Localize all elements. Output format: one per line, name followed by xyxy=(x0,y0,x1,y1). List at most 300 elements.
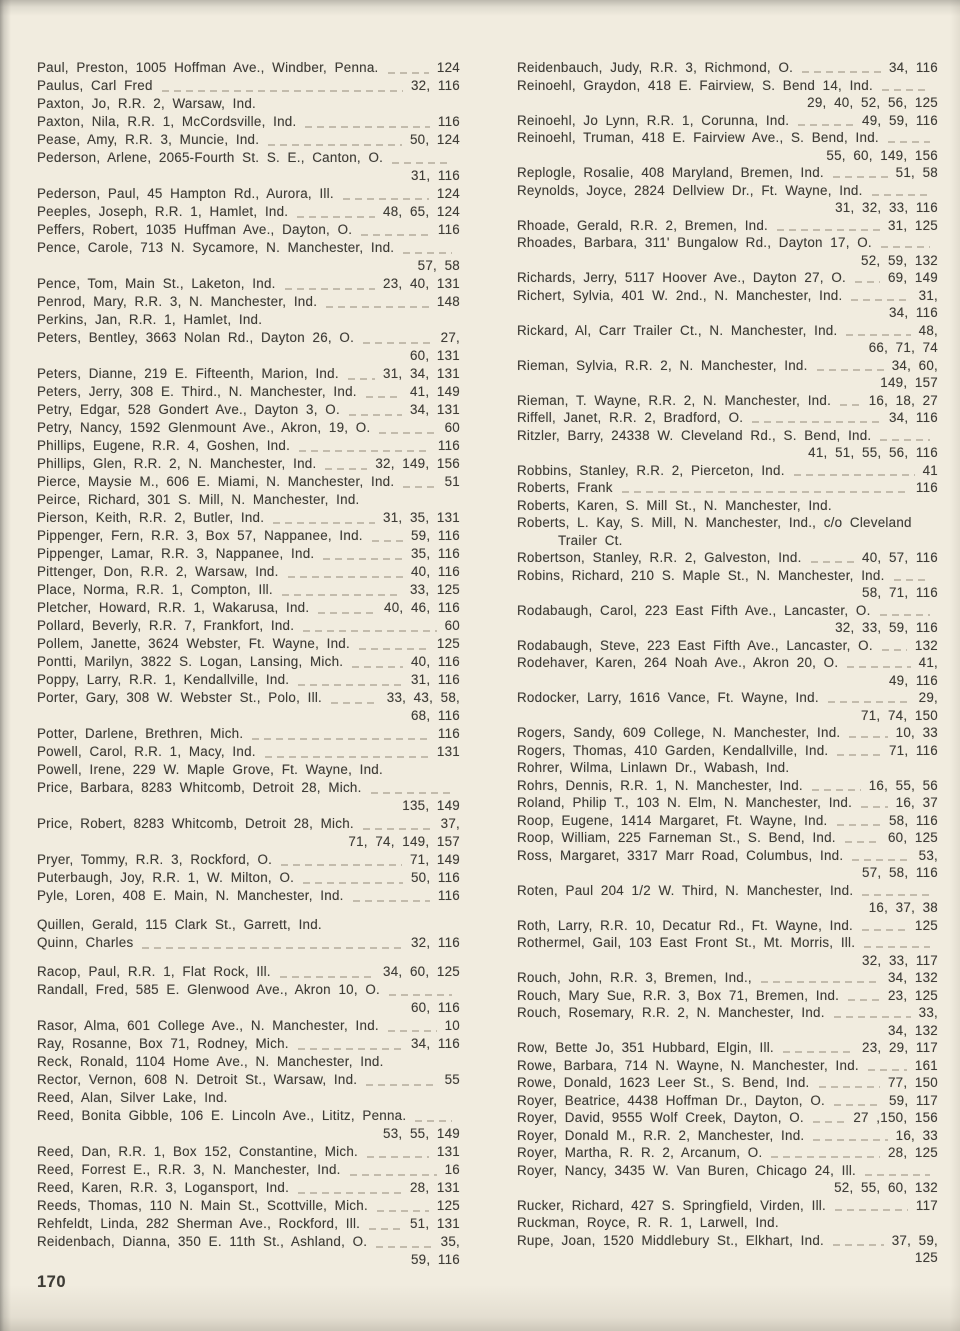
directory-line xyxy=(37,600,460,618)
entry-pages: 48, 65, 124 xyxy=(383,204,460,219)
directory-line xyxy=(37,964,460,982)
entry-pages: 41, xyxy=(918,655,938,670)
entry-text: Petry, Nancy, 1592 Glenmount Ave., Akron, 19, O. xyxy=(37,420,371,435)
directory-line xyxy=(517,883,938,901)
directory-line xyxy=(37,1180,460,1198)
dash-leader xyxy=(894,579,930,581)
entry-text: Robbins, Stanley, R.R. 2, Pierceton, Ind. xyxy=(517,462,785,478)
entry-pages: 124 xyxy=(436,186,460,201)
directory-line xyxy=(37,312,460,330)
entry-text: Trailer Ct. xyxy=(558,532,623,548)
entry-pages: 149, 157 xyxy=(880,375,938,390)
dash-leader xyxy=(848,999,880,1001)
dash-leader xyxy=(298,1192,402,1194)
dash-leader xyxy=(162,90,403,92)
directory-line xyxy=(37,834,460,852)
entry-pages: 116 xyxy=(915,480,938,495)
entry-text: Rhoades, Barbara, 311' Bungalow Rd., Dayton 17, O. xyxy=(517,235,872,250)
entry-pages: 116 xyxy=(437,222,460,237)
directory-line xyxy=(517,1250,938,1268)
dash-leader xyxy=(348,378,375,380)
directory-line xyxy=(517,568,938,586)
entry-text: Peirce, Richard, 301 S. Mill, N. Manchester, Ind. xyxy=(37,492,360,507)
directory-line xyxy=(37,456,460,474)
dash-leader xyxy=(846,334,910,336)
dash-leader xyxy=(299,450,430,452)
entry-pages: 37, xyxy=(440,816,460,831)
dash-leader xyxy=(369,1228,402,1230)
dash-leader xyxy=(865,1174,930,1176)
entry-text: Penrod, Mary, R.R. 3, N. Manchester, Ind. xyxy=(37,294,318,309)
directory-line xyxy=(37,60,460,78)
dash-leader xyxy=(798,124,854,126)
directory-line xyxy=(517,183,938,201)
entry-text: Rupe, Joan, 1520 Middlebury St., Elkhart, Ind. xyxy=(517,1232,825,1248)
entry-pages: 16, 18, 27 xyxy=(868,392,938,408)
dash-leader xyxy=(415,1120,452,1122)
directory-line xyxy=(517,1198,938,1216)
entry-pages: 23, 40, 131 xyxy=(383,276,460,291)
dash-leader xyxy=(389,994,452,996)
entry-pages: 28, 125 xyxy=(887,1145,938,1160)
directory-line xyxy=(37,708,460,726)
dash-leader xyxy=(305,126,429,128)
directory-line xyxy=(517,375,938,393)
entry-text: Ross, Margaret, 3317 Marr Road, Columbus, Ind. xyxy=(517,847,844,863)
directory-line xyxy=(37,132,460,150)
entry-text: Pollem, Janette, 3624 Webster, Ft. Wayne, Ind. xyxy=(37,636,350,651)
dash-leader xyxy=(318,612,376,614)
dash-leader xyxy=(880,614,930,616)
entry-pages: 57, 58 xyxy=(417,258,460,273)
directory-line xyxy=(37,366,460,384)
entry-text: Rowe, Donald, 1623 Leer St., S. Bend, Ind. xyxy=(517,1075,810,1090)
dash-leader xyxy=(872,194,930,196)
dash-leader xyxy=(881,246,930,248)
entry-text: Peffers, Robert, 1035 Huffman Ave., Dayton, O. xyxy=(37,222,353,237)
entry-pages: 32, 116 xyxy=(410,935,460,950)
dash-leader xyxy=(376,1246,432,1248)
directory-line xyxy=(517,918,938,936)
entry-text: Pence, Tom, Main St., Laketon, Ind. xyxy=(37,276,276,291)
entry-text: Peters, Bentley, 3663 Nolan Rd., Dayton 26, O. xyxy=(37,330,355,345)
dash-leader xyxy=(367,1156,429,1158)
directory-line xyxy=(37,618,460,636)
entry-pages: 58, 71, 116 xyxy=(862,585,938,600)
directory-line xyxy=(37,204,460,222)
directory-line xyxy=(37,888,460,906)
entry-pages: 34, 131 xyxy=(409,402,460,417)
directory-line xyxy=(37,654,460,672)
entry-pages: 60, 125 xyxy=(887,830,938,845)
dash-leader xyxy=(363,828,433,830)
entry-text: Paulus, Carl Fred xyxy=(37,78,153,93)
directory-line xyxy=(37,1036,460,1054)
entry-text: Place, Norma, R.R. 1, Compton, Ill. xyxy=(37,582,273,597)
dash-leader xyxy=(845,841,880,843)
directory-line xyxy=(37,438,460,456)
entry-text: Roop, Eugene, 1414 Margaret, Ft. Wayne, Ind. xyxy=(517,812,828,828)
entry-pages: 53, 55, 149 xyxy=(383,1126,460,1141)
entry-pages: 34, 132 xyxy=(887,970,938,985)
dash-leader xyxy=(268,144,402,146)
entry-pages: 27, xyxy=(440,330,460,345)
entry-pages: 40, 116 xyxy=(410,564,460,579)
entry-text: Potter, Darlene, Brethren, Mich. xyxy=(37,726,244,741)
entry-pages: 16, 33 xyxy=(895,1127,938,1143)
directory-line xyxy=(37,402,460,420)
dash-leader xyxy=(372,540,403,542)
entry-text: Royer, Beatrice, 4438 Hoffman Dr., Dayton, O. xyxy=(517,1092,825,1108)
directory-line xyxy=(517,760,938,778)
dash-leader xyxy=(366,396,402,398)
entry-pages: 27 ,150, 156 xyxy=(853,1110,938,1125)
entry-text: Reed, Dan, R.R. 1, Box 152, Constantine, Mich. xyxy=(37,1144,359,1159)
entry-text: Roop, William, 225 Farneman St., S. Bend, Ind. xyxy=(517,830,836,845)
directory-line xyxy=(37,384,460,402)
entry-pages: 59, 116 xyxy=(410,1252,460,1267)
directory-line xyxy=(517,480,938,498)
dash-leader xyxy=(298,684,403,686)
directory-line xyxy=(517,1058,938,1076)
entry-text: Royer, David, 9555 Wolf Creek, Dayton, O. xyxy=(517,1110,804,1125)
entry-text: Richert, Sylvia, 401 W. 2nd., N. Manchester, Ind. xyxy=(517,287,843,303)
directory-line xyxy=(517,200,938,218)
entry-text: Roth, Larry, R.R. 10, Decatur Rd., Ft. Wayne, Ind. xyxy=(517,917,853,933)
dash-leader xyxy=(783,1051,854,1053)
entry-pages: 148 xyxy=(436,294,460,309)
entry-text: Paul, Preston, 1005 Hoffman Ave., Windber, Penna. xyxy=(37,60,379,75)
directory-line xyxy=(517,463,938,481)
entry-pages: 23, 125 xyxy=(887,987,938,1003)
directory-line xyxy=(37,762,460,780)
dash-leader xyxy=(849,736,887,738)
directory-line xyxy=(37,798,460,816)
entry-pages: 116 xyxy=(437,888,460,903)
entry-pages: 57, 58, 116 xyxy=(862,865,938,880)
entry-pages: 28, 131 xyxy=(409,1180,460,1195)
entry-text: Reidenbach, Dianna, 350 E. 11th St., Ashland, O. xyxy=(37,1234,368,1249)
directory-line xyxy=(517,935,938,953)
entry-text: Robins, Richard, 210 S. Maple St., N. Manchester, Ind. xyxy=(517,567,885,583)
entry-text: Paxton, Jo, R.R. 2, Warsaw, Ind. xyxy=(37,96,256,111)
entry-text: Rieman, T. Wayne, R.R. 2, N. Manchester, Ind. xyxy=(517,392,832,408)
directory-line xyxy=(517,1163,938,1181)
dash-leader xyxy=(363,342,433,344)
dash-leader xyxy=(281,864,402,866)
directory-line xyxy=(37,1198,460,1216)
entry-text: Rouch, Rosemary, R.R. 2, N. Manchester, Ind. xyxy=(517,1005,825,1020)
entry-pages: 66, 71, 74 xyxy=(868,340,938,355)
dash-leader xyxy=(834,1104,881,1106)
entry-text: Ray, Rosanne, Box 71, Rodney, Mich. xyxy=(37,1036,289,1051)
dash-leader xyxy=(851,299,910,301)
entry-text: Rehfeldt, Linda, 282 Sherman Ave., Rockford, Ill. xyxy=(37,1216,361,1231)
dash-leader xyxy=(861,806,888,808)
directory-line xyxy=(517,988,938,1006)
entry-pages: 34, 60, xyxy=(891,357,938,373)
entry-pages: 41 xyxy=(922,462,938,478)
entry-pages: 16, 55, 56 xyxy=(868,777,938,793)
dash-leader xyxy=(297,216,375,218)
directory-line xyxy=(517,1215,938,1233)
directory-line xyxy=(37,1216,460,1234)
entry-text: Petry, Edgar, 528 Gondert Ave., Dayton 3, O. xyxy=(37,402,340,417)
dash-leader xyxy=(359,648,429,650)
dash-leader xyxy=(833,176,888,178)
entry-pages: 125 xyxy=(914,1250,938,1265)
directory-line xyxy=(517,1233,938,1251)
entry-text: Paxton, Nila, R.R. 1, McCordsville, Ind. xyxy=(37,114,297,129)
entry-pages: 50, 116 xyxy=(410,870,460,885)
directory-line xyxy=(517,78,938,96)
directory-line xyxy=(37,564,460,582)
entry-pages: 35, xyxy=(440,1234,460,1249)
dash-leader xyxy=(852,859,910,861)
entry-pages: 125 xyxy=(436,636,460,651)
directory-line xyxy=(37,528,460,546)
entry-pages: 52, 55, 60, 132 xyxy=(834,1180,938,1195)
directory-line xyxy=(517,358,938,376)
entry-pages: 34, 132 xyxy=(887,1022,938,1038)
directory-line xyxy=(517,743,938,761)
directory-line xyxy=(37,1018,460,1036)
dash-leader xyxy=(352,666,403,668)
directory-line xyxy=(517,235,938,253)
entry-text: Pittenger, Don, R.R. 2, Warsaw, Ind. xyxy=(37,564,279,579)
entry-text: Quinn, Charles xyxy=(37,935,134,950)
entry-pages: 55, 60, 149, 156 xyxy=(826,147,938,163)
directory-line xyxy=(517,953,938,971)
entry-text: Pierce, Maysie M., 606 E. Miami, N. Manchester, Ind. xyxy=(37,474,395,489)
directory-line xyxy=(37,150,460,168)
dash-leader xyxy=(828,701,911,703)
directory-line xyxy=(37,510,460,528)
directory-line xyxy=(37,636,460,654)
entry-text: Rasor, Alma, 601 College Ave., N. Manchester, Ind. xyxy=(37,1018,379,1033)
dash-leader xyxy=(288,576,403,578)
dash-leader xyxy=(855,281,880,283)
entry-pages: 161 xyxy=(914,1057,938,1073)
dash-leader xyxy=(388,1030,437,1032)
dash-leader xyxy=(282,594,402,596)
entry-pages: 10, 33 xyxy=(895,725,938,740)
directory-line xyxy=(517,95,938,113)
dash-leader xyxy=(802,71,881,73)
directory-line xyxy=(517,638,938,656)
entry-pages: 71, 74, 150 xyxy=(861,707,938,723)
entry-pages: 29, xyxy=(918,690,938,705)
entry-pages: 33, 43, 58, xyxy=(386,690,460,705)
directory-line xyxy=(517,848,938,866)
directory-line xyxy=(517,498,938,516)
entry-text: Rieman, Sylvia, R.R. 2, N. Manchester, Ind. xyxy=(517,357,808,373)
directory-line xyxy=(517,1128,938,1146)
entry-pages: 60, 131 xyxy=(409,348,460,363)
directory-line xyxy=(517,655,938,673)
dash-leader xyxy=(325,468,367,470)
entry-text: Pippenger, Lamar, R.R. 3, Nappanee, Ind. xyxy=(37,546,315,561)
entry-pages: 40, 116 xyxy=(410,654,460,669)
entry-pages: 48, xyxy=(918,322,938,338)
entry-pages: 31, 116 xyxy=(410,168,460,183)
entry-text: Peeples, Joseph, R.R. 1, Hamlet, Ind. xyxy=(37,204,289,219)
entry-text: Rowe, Barbara, 714 N. Wayne, N. Manchester, Ind. xyxy=(517,1057,859,1073)
entry-text: Quillen, Gerald, 115 Clark St., Garrett, Ind. xyxy=(37,917,322,932)
entry-pages: 31, 32, 33, 116 xyxy=(835,200,938,215)
dash-leader xyxy=(252,738,430,740)
directory-line xyxy=(517,1023,938,1041)
dash-leader xyxy=(392,162,452,164)
dash-leader xyxy=(837,754,881,756)
entry-pages: 34, 116 xyxy=(888,410,938,425)
directory-line xyxy=(37,1054,460,1072)
directory-line xyxy=(517,218,938,236)
directory-line xyxy=(517,1110,938,1128)
entry-text: Pryer, Tommy, R.R. 3, Rockford, O. xyxy=(37,852,273,867)
entry-text: Riffell, Janet, R.R. 2, Bradford, O. xyxy=(517,410,744,425)
entry-text: Rohrer, Wilma, Linlawn Dr., Wabash, Ind. xyxy=(517,760,790,775)
entry-pages: 49, 59, 116 xyxy=(862,112,938,128)
directory-line xyxy=(517,970,938,988)
dash-leader xyxy=(265,756,429,758)
dash-leader xyxy=(864,946,930,948)
entry-pages: 50, 124 xyxy=(409,132,460,147)
directory-line xyxy=(37,240,460,258)
directory-line xyxy=(37,348,460,366)
directory-line xyxy=(37,474,460,492)
dash-leader xyxy=(361,234,430,236)
entry-pages: 131 xyxy=(436,744,460,759)
entry-text: Roberts, Frank xyxy=(517,480,613,495)
directory-line xyxy=(517,1180,938,1198)
directory-line xyxy=(37,870,460,888)
directory-line xyxy=(37,690,460,708)
entry-pages: 58, 116 xyxy=(888,812,938,828)
entry-pages: 32, 149, 156 xyxy=(375,456,460,471)
entry-text: Puterbaugh, Joy, R.R. 1, W. Milton, O. xyxy=(37,870,295,885)
dash-leader xyxy=(771,1156,880,1158)
directory-line xyxy=(37,852,460,870)
entry-text: Peters, Dianne, 219 E. Fifteenth, Marion, Ind. xyxy=(37,366,339,381)
dash-leader xyxy=(379,432,436,434)
entry-text: Poppy, Larry, R.R. 1, Kendallville, Ind. xyxy=(37,672,290,687)
entry-pages: 32, 33, 117 xyxy=(862,952,938,968)
directory-line xyxy=(517,795,938,813)
directory-line xyxy=(37,1090,460,1108)
directory-line xyxy=(517,148,938,166)
directory-line xyxy=(517,270,938,288)
dash-leader xyxy=(353,900,430,902)
entry-pages: 125 xyxy=(436,1198,460,1213)
entry-text: Rogers, Thomas, 410 Garden, Kendallville, Ind. xyxy=(517,742,829,758)
entry-pages: 71, 149 xyxy=(409,852,460,867)
dash-leader xyxy=(880,439,930,441)
entry-pages: 124 xyxy=(436,60,460,75)
entry-pages: 29, 40, 52, 56, 125 xyxy=(807,95,938,110)
directory-line xyxy=(37,96,460,114)
directory-line xyxy=(37,672,460,690)
directory-line xyxy=(517,340,938,358)
entry-text: Phillips, Eugene, R.R. 4, Goshen, Ind. xyxy=(37,438,291,453)
directory-line xyxy=(517,165,938,183)
directory-line xyxy=(517,445,938,463)
entry-text: Rucker, Richard, 427 S. Springfield, Virden, Ill. xyxy=(517,1197,826,1213)
directory-content xyxy=(37,60,938,1270)
entry-text: Roland, Philip T., 103 N. Elm, N. Manchester, Ind. xyxy=(517,795,853,810)
entry-pages: 34, 116 xyxy=(410,1036,460,1051)
dash-leader xyxy=(811,561,854,563)
dash-leader xyxy=(366,1084,436,1086)
entry-text: Phillips, Glen, R.R. 2, N. Manchester, Ind. xyxy=(37,456,317,471)
dash-leader xyxy=(343,198,429,200)
entry-pages: 71, 116 xyxy=(888,742,938,758)
entry-text: Reed, Karen, R.R. 3, Logansport, Ind. xyxy=(37,1180,290,1195)
directory-line xyxy=(37,1000,460,1018)
entry-pages: 49, 116 xyxy=(888,672,938,688)
directory-line xyxy=(37,294,460,312)
dash-leader xyxy=(847,666,910,668)
entry-text: Rhoade, Gerald, R.R. 2, Bremen, Ind. xyxy=(517,217,769,233)
directory-column-left xyxy=(37,60,460,1270)
entry-pages: 116 xyxy=(437,726,460,741)
entry-text: Ritzler, Barry, 24338 W. Cleveland Rd., S. Bend, Ind. xyxy=(517,427,872,443)
directory-line xyxy=(37,1252,460,1270)
entry-pages: 31, 35, 131 xyxy=(383,510,460,525)
dash-leader xyxy=(862,894,930,896)
directory-line xyxy=(37,816,460,834)
directory-line xyxy=(37,186,460,204)
directory-line xyxy=(517,130,938,148)
directory-line xyxy=(37,744,460,762)
entry-text: Rothermel, Gail, 103 East Front St., Mt. Morris, Ill. xyxy=(517,935,856,950)
dash-leader xyxy=(326,306,429,308)
entry-text: Reinoehl, Truman, 418 E. Fairview Ave., S. Bend, Ind. xyxy=(517,130,879,145)
entry-pages: 10 xyxy=(444,1018,460,1033)
directory-line xyxy=(37,582,460,600)
entry-text: Reidenbauch, Judy, R.R. 3, Richmond, O. xyxy=(517,60,794,75)
entry-pages: 34, 116 xyxy=(888,305,938,320)
entry-text: Reeds, Thomas, 110 N. Main St., Scottville, Mich. xyxy=(37,1198,368,1213)
dash-leader xyxy=(812,789,861,791)
dash-leader xyxy=(388,72,429,74)
entry-text: Rohrs, Dennis, R.R. 1, N. Manchester, Ind. xyxy=(517,777,803,793)
entry-pages: 135, 149 xyxy=(402,798,460,813)
entry-pages: 40, 46, 116 xyxy=(384,600,460,615)
entry-pages: 69, 149 xyxy=(887,270,938,285)
entry-text: Row, Bette Jo, 351 Hubbard, Elgin, Ill. xyxy=(517,1040,774,1055)
entry-pages: 41, 51, 55, 56, 116 xyxy=(808,445,938,460)
directory-line xyxy=(517,690,938,708)
entry-text: Reed, Alan, Silver Lake, Ind. xyxy=(37,1090,228,1105)
directory-line xyxy=(37,258,460,276)
entry-text: Royer, Nancy, 3435 W. Van Buren, Chicago 24, Ill. xyxy=(517,1162,857,1178)
directory-line xyxy=(517,1040,938,1058)
dash-leader xyxy=(350,1174,437,1176)
directory-line xyxy=(517,813,938,831)
directory-line xyxy=(517,865,938,883)
entry-text: Rodehaver, Karen, 264 Noah Ave., Akron 20, O. xyxy=(517,655,839,670)
directory-column-right xyxy=(517,60,938,1270)
entry-text: Price, Barbara, 8283 Whitcomb, Detroit 28, Mich. xyxy=(37,780,362,795)
dash-leader xyxy=(813,1121,845,1123)
dash-leader xyxy=(840,404,861,406)
directory-line xyxy=(37,330,460,348)
entry-pages: 55 xyxy=(444,1072,460,1087)
entry-pages: 60 xyxy=(444,420,460,435)
dash-leader xyxy=(813,1139,887,1141)
entry-text: Roberts, Karen, S. Mill St., N. Manchester, Ind. xyxy=(517,497,832,513)
